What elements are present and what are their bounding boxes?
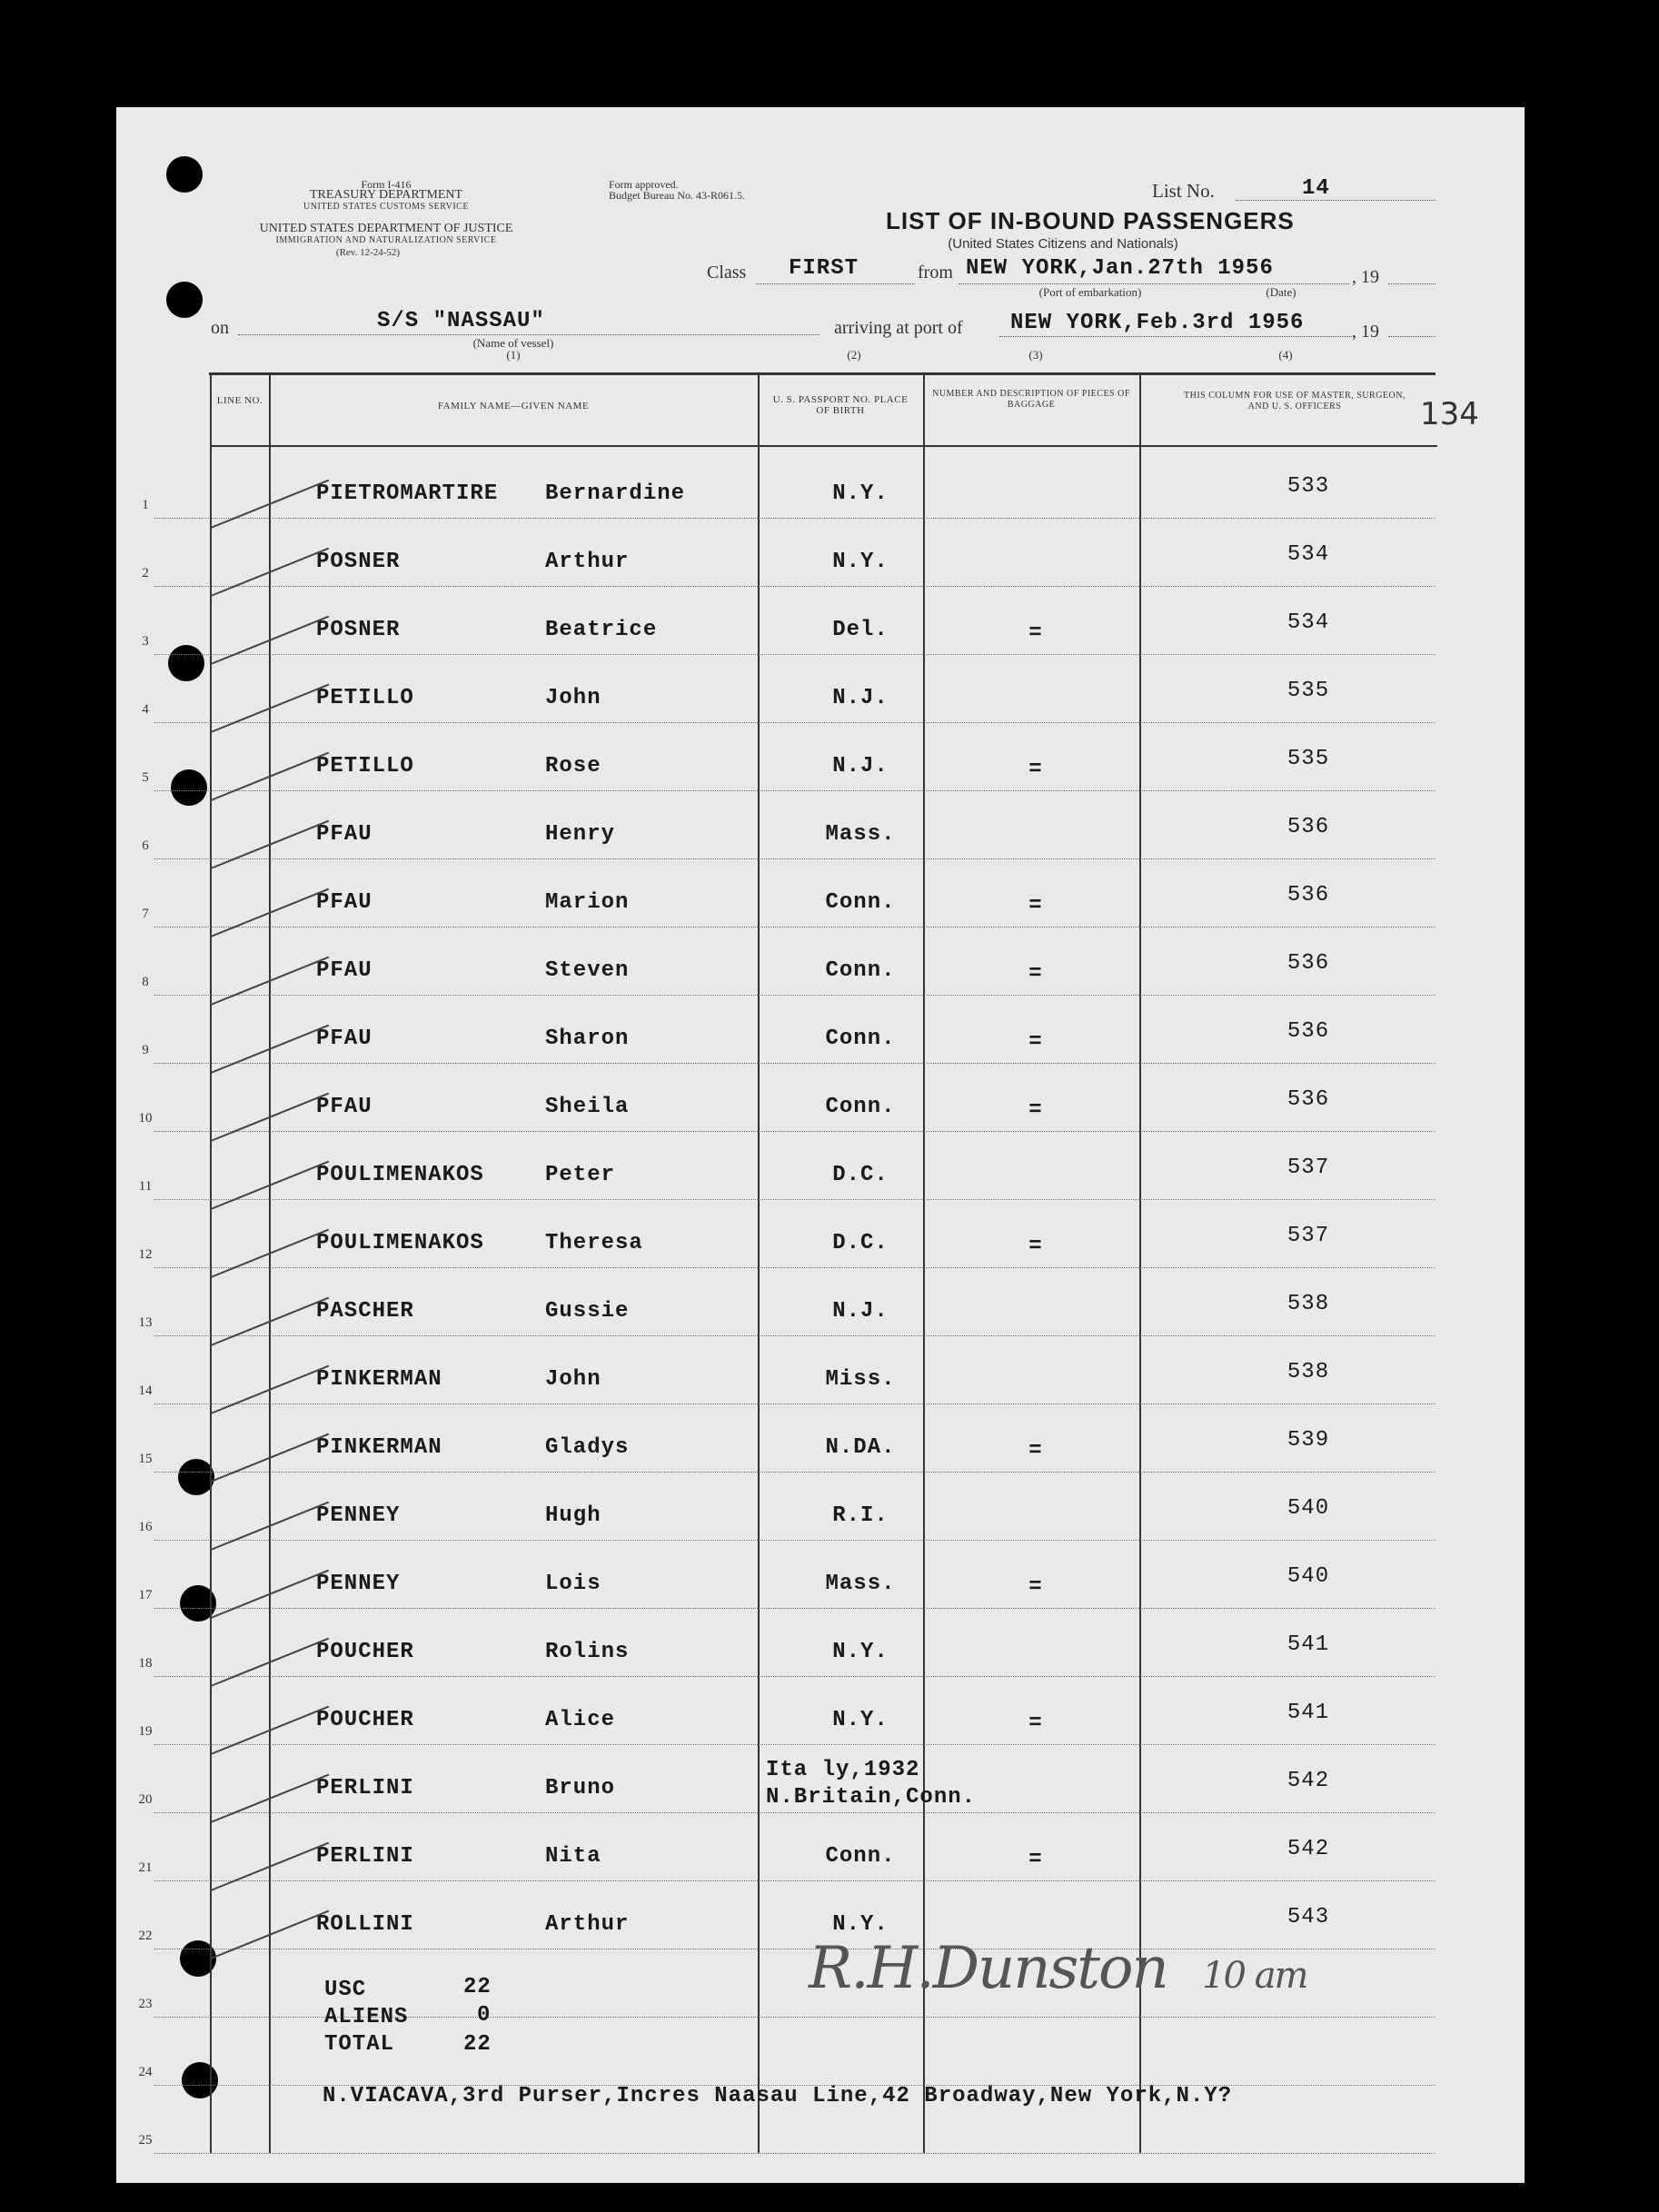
row-divider [154,1676,1435,1677]
column-header-rule [211,445,1437,447]
family-name: POUCHER [316,1640,414,1664]
line-number: 16 [138,1520,153,1534]
place-of-birth: R.I. [832,1503,889,1528]
officer-number: 536 [1286,951,1330,976]
baggage-mark: = [1028,962,1043,987]
from-label: from [918,263,953,283]
officer-number: 535 [1286,679,1330,703]
given-name: John [545,686,601,710]
place-of-birth: N.Y. [832,1912,889,1937]
baggage-mark: = [1028,1098,1043,1123]
given-name: Arthur [545,550,630,574]
baggage-mark: = [1028,1235,1043,1259]
arriving-label: arriving at port of [834,318,963,338]
line-number: 9 [142,1043,149,1057]
line-number: 18 [138,1656,153,1671]
list-no-line [1236,200,1435,201]
line-number: 22 [138,1929,153,1943]
punch-hole [166,156,203,193]
baggage-mark: = [1028,1030,1043,1055]
baggage-mark: = [1028,1575,1043,1600]
officer-number: 537 [1286,1224,1330,1248]
list-no-label: List No. [1152,180,1215,202]
caption-2: (2) [847,348,861,362]
family-name: PIETROMARTIRE [316,481,499,506]
treasury-dept: TREASURY DEPARTMENT [309,188,463,202]
line-number: 21 [138,1860,153,1875]
date-caption: (Date) [1266,285,1296,299]
usc-value: 22 [463,1975,492,1999]
given-name: Lois [545,1572,601,1596]
place-of-birth: N.Y. [832,481,889,506]
form-approved: Form approved. [609,178,679,191]
line-number: 11 [138,1179,153,1194]
class-value: FIRST [789,256,859,281]
officer-number: 542 [1286,1837,1330,1861]
line-number: 19 [138,1724,153,1739]
family-name: PETILLO [316,754,414,779]
col-header-officers: THIS COLUMN FOR USE OF MASTER, SURGEON, AND U. S. OFFICERS [1184,391,1406,412]
place-of-birth: Mass. [825,1572,896,1596]
punch-hole [171,769,207,806]
place-of-birth: Ita ly,1932 [766,1758,920,1782]
given-name: Nita [545,1844,601,1869]
revision: (Rev. 12-24-52) [335,247,401,258]
line-number: 15 [138,1452,153,1466]
place-of-birth: N.Y. [832,1640,889,1664]
row-divider [154,1335,1435,1336]
given-name: Gussie [545,1299,630,1324]
family-name: PASCHER [316,1299,414,1324]
arriving-value: NEW YORK,Feb.3rd 1956 [1010,311,1305,335]
place-of-birth: Conn. [825,1844,896,1869]
col-header-baggage: NUMBER AND DESCRIPTION OF PIECES OF BAGGAGE [932,389,1130,410]
place-of-birth: N.J. [832,1299,889,1324]
line-number: 3 [142,634,149,649]
given-name: Theresa [545,1231,643,1255]
officer-number: 534 [1286,610,1330,635]
given-name: Marion [545,890,630,915]
line-number: 17 [138,1588,153,1602]
row-divider [154,1131,1435,1132]
vessel-caption: (Name of vessel) [472,336,554,350]
year-suffix-2: , 19 [1352,322,1379,342]
total-label: TOTAL [324,2032,395,2057]
officer-number: 534 [1286,542,1330,567]
line-number: 14 [138,1384,153,1398]
line-number: 12 [138,1247,153,1262]
col-baggage-divider [1139,374,1141,2153]
row-divider [154,722,1435,723]
from-value: NEW YORK,Jan.27th 1956 [966,256,1274,281]
class-line [756,283,915,284]
line-number: 24 [138,2065,153,2079]
vessel-line [238,334,820,335]
officer-number: 539 [1286,1428,1330,1453]
table-left-rule [210,372,212,2153]
given-name: John [545,1367,601,1392]
place-of-birth: N.DA. [825,1435,896,1460]
row-divider [154,1608,1435,1609]
on-label: on [211,318,229,338]
baggage-mark: = [1028,1439,1043,1463]
given-name: Bruno [545,1776,616,1800]
given-name: Rose [545,754,601,779]
row-divider [154,586,1435,587]
officer-number: 536 [1286,1019,1330,1044]
document-page [116,107,1525,2183]
list-no-value: 14 [1302,176,1330,201]
place-of-birth: Conn. [825,890,896,915]
family-name: PERLINI [316,1776,414,1800]
family-name: PETILLO [316,686,414,710]
year-line-2 [1388,336,1435,337]
family-name: PFAU [316,958,373,983]
row-divider [154,1063,1435,1064]
row-divider [154,1744,1435,1745]
line-number: 4 [142,702,149,717]
given-name: Henry [545,822,616,847]
family-name: PINKERMAN [316,1435,442,1460]
punch-hole [166,282,203,318]
arriving-line [999,336,1354,337]
given-name: Peter [545,1163,616,1187]
line-number: 10 [138,1111,153,1126]
customs-service: UNITED STATES CUSTOMS SERVICE [303,202,469,212]
form-subtitle: (United States Citizens and Nationals) [948,236,1178,252]
from-line [959,283,1349,284]
year-line [1388,283,1435,284]
given-name: Beatrice [545,618,658,642]
family-name: POULIMENAKOS [316,1163,484,1187]
vessel-name: S/S "NASSAU" [377,309,545,333]
officer-number: 538 [1286,1292,1330,1316]
ins-service: IMMIGRATION AND NATURALIZATION SERVICE [275,235,497,245]
officer-number: 540 [1286,1564,1330,1589]
caption-1: (1) [506,348,521,362]
officer-number: 537 [1286,1156,1330,1180]
given-name: Steven [545,958,630,983]
line-number: 7 [142,907,149,921]
family-name: PFAU [316,890,373,915]
page-number: 134 [1420,396,1479,432]
row-divider [154,1199,1435,1200]
port-embarkation-caption: (Port of embarkation) [1038,285,1142,299]
officer-number: 540 [1286,1496,1330,1521]
punch-hole [168,645,204,681]
row-divider [154,995,1435,996]
place-of-birth: Del. [832,618,889,642]
place-of-birth: N.J. [832,686,889,710]
family-name: PFAU [316,1027,373,1051]
officer-number: 541 [1286,1701,1330,1725]
line-number: 25 [138,2133,153,2148]
signature-suffix: 10 am [1202,1955,1307,1997]
line-number: 5 [142,770,149,785]
baggage-mark: = [1028,621,1043,646]
place-of-birth: N.Y. [832,550,889,574]
officer-number: 541 [1286,1632,1330,1657]
row-divider [154,1540,1435,1541]
line-number: 23 [138,1997,153,2011]
line-number: 6 [142,838,149,853]
line-number: 8 [142,975,149,989]
family-name: POULIMENAKOS [316,1231,484,1255]
officer-number: 536 [1286,883,1330,908]
purser-line: N.VIACAVA,3rd Purser,Incres Naasau Line,42 Broadway,New York,N.Y? [323,2084,1233,2108]
family-name: PFAU [316,822,373,847]
place-of-birth-2: N.Britain,Conn. [766,1785,977,1810]
officer-number: 536 [1286,1087,1330,1112]
aliens-label: ALIENS [324,2005,409,2029]
line-number: 13 [138,1315,153,1330]
form-title: LIST OF IN-BOUND PASSENGERS [886,207,1295,234]
col-name-divider [758,374,760,2153]
place-of-birth: D.C. [832,1163,889,1187]
family-name: PFAU [316,1095,373,1119]
place-of-birth: Miss. [825,1367,896,1392]
family-name: ROLLINI [316,1912,414,1937]
justice-dept: UNITED STATES DEPARTMENT OF JUSTICE [259,222,513,235]
given-name: Arthur [545,1912,630,1937]
caption-4: (4) [1278,348,1293,362]
row-divider [154,1267,1435,1268]
place-of-birth: N.Y. [832,1708,889,1732]
caption-3: (3) [1028,348,1043,362]
given-name: Bernardine [545,481,686,506]
family-name: PINKERMAN [316,1367,442,1392]
family-name: PENNEY [316,1572,401,1596]
place-of-birth: Conn. [825,1027,896,1051]
col-header-passport: U. S. PASSPORT NO. PLACE OF BIRTH [772,394,909,416]
place-of-birth: Mass. [825,822,896,847]
class-label: Class [707,263,747,283]
row-divider [154,858,1435,859]
total-value: 22 [463,2032,492,2057]
col-header-name: FAMILY NAME—GIVEN NAME [437,401,590,412]
row-divider [154,790,1435,791]
signature-name: R.H.Dunston [809,1935,1167,2002]
col-header-line: LINE NO. [216,395,263,406]
baggage-mark: = [1028,1848,1043,1872]
baggage-mark: = [1028,758,1043,782]
given-name: Alice [545,1708,616,1732]
officer-signature [809,1935,1306,2002]
punch-hole [182,2062,218,2098]
place-of-birth: D.C. [832,1231,889,1255]
row-divider [154,1880,1435,1881]
place-of-birth: Conn. [825,1095,896,1119]
family-name: POUCHER [316,1708,414,1732]
officer-number: 542 [1286,1769,1330,1793]
year-suffix: , 19 [1352,267,1379,287]
place-of-birth: N.J. [832,754,889,779]
officer-number: 533 [1286,474,1330,499]
given-name: Hugh [545,1503,601,1528]
given-name: Sheila [545,1095,630,1119]
line-number: 20 [138,1792,153,1807]
row-divider [154,654,1435,655]
officer-number: 543 [1286,1905,1330,1929]
line-number: 1 [142,498,149,512]
officer-number: 535 [1286,747,1330,771]
line-number: 2 [142,566,149,580]
aliens-value: 0 [477,2003,492,2028]
row-divider [154,2153,1435,2154]
baggage-mark: = [1028,1711,1043,1736]
given-name: Rolins [545,1640,630,1664]
row-divider [154,1472,1435,1473]
family-name: PENNEY [316,1503,401,1528]
officer-number: 536 [1286,815,1330,839]
row-divider [154,1812,1435,1813]
baggage-mark: = [1028,894,1043,918]
given-name: Sharon [545,1027,630,1051]
family-name: POSNER [316,618,401,642]
table-top-rule [209,372,1435,375]
family-name: PERLINI [316,1844,414,1869]
punch-hole [178,1459,214,1495]
given-name: Gladys [545,1435,630,1460]
form-number: Form I-416 [361,178,412,191]
place-of-birth: Conn. [825,958,896,983]
officer-number: 538 [1286,1360,1330,1384]
family-name: POSNER [316,550,401,574]
usc-label: USC [324,1978,367,2002]
budget-bureau: Budget Bureau No. 43-R061.5. [609,189,745,202]
row-divider [154,518,1435,519]
